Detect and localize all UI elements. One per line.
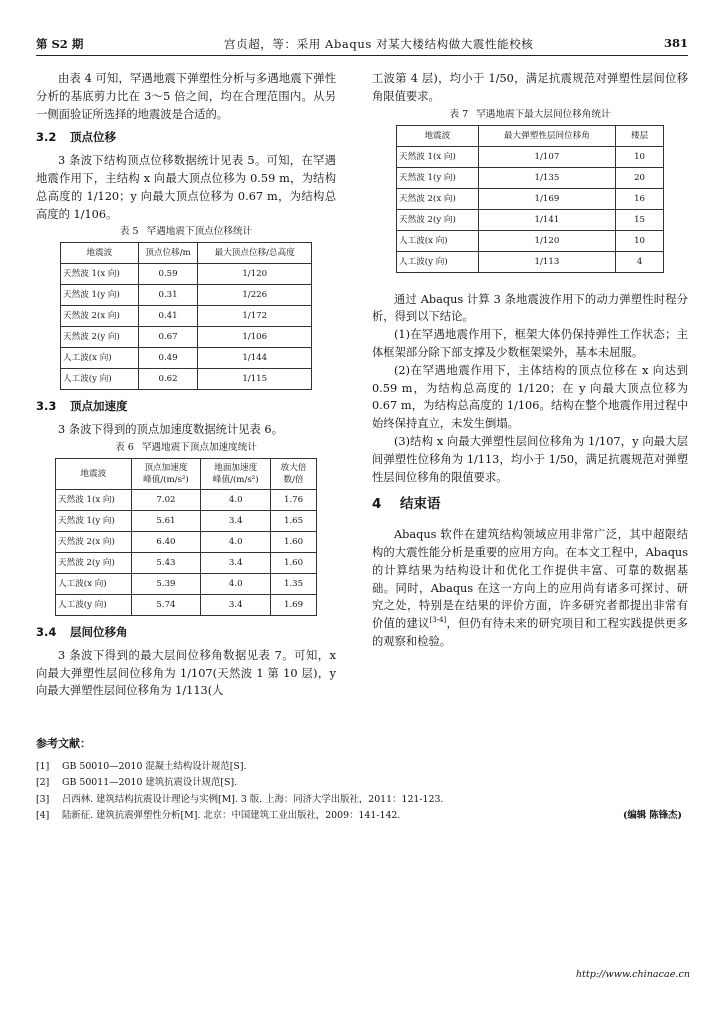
- paragraph: 3 条波下得到的顶点加速度数据统计见表 6。: [58, 423, 283, 437]
- table-cell: 1.69: [271, 594, 317, 615]
- reference-item: [36, 775, 688, 792]
- table-cell: 天然波 2(y 向): [56, 552, 132, 573]
- table-cell: 天然波 2(y 向): [61, 327, 139, 348]
- paragraph: 由表 4 可知，罕遇地震下弹塑性分析与多遇地震下弹性分析的基底剪力比在 3～5 倍之间，均在合理范围内。从另一侧面验证所选择的地震波是合适的。: [36, 72, 336, 121]
- page-header: [36, 34, 688, 54]
- table-cell: 天然波 2(x 向): [61, 306, 139, 327]
- table-cell: 10: [616, 230, 664, 251]
- table-row: [56, 573, 317, 594]
- table-cell: 天然波 1(y 向): [61, 285, 139, 306]
- paragraph: (3)结构 x 向最大弹塑性层间位移角为 1/107，y 向最大层间弹塑性位移角为 1/113，均小于 1/50，满足抗震规范对弹塑性层间位移角的限值要求。: [372, 434, 688, 484]
- table7: [396, 125, 664, 273]
- left-column: [36, 70, 336, 700]
- table-header-cell: 地震波: [56, 458, 132, 489]
- paragraph: 3 条波下结构顶点位移数据统计见表 5。可知，在罕遇地震作用下，主结构 x 向最大顶点位移为 0.59 m，为结构总高度的 1/120；y 向最大顶点位移为 0.67 m，为结构总高度的 1/106。: [36, 154, 336, 221]
- table-cell: 1/135: [478, 167, 615, 188]
- reference-number: [1]: [36, 760, 50, 772]
- table-cell: 4.0: [201, 531, 271, 552]
- table-header-cell: 楼层: [616, 125, 664, 146]
- citation: [3-4]: [429, 616, 447, 625]
- table-cell: 0.59: [138, 264, 198, 285]
- table-cell: 0.67: [138, 327, 198, 348]
- page-number: 381: [663, 36, 688, 50]
- reference-number: [4]: [36, 810, 50, 821]
- table-cell: 5.74: [131, 594, 201, 615]
- table-cell: 4: [616, 251, 664, 272]
- table-row: [397, 209, 664, 230]
- table-cell: 天然波 1(x 向): [61, 264, 139, 285]
- table-cell: 人工波(y 向): [61, 369, 139, 390]
- table-cell: 人工波(y 向): [397, 251, 479, 272]
- paragraph: 工波第 4 层)，均小于 1/50，满足抗震规范对弹塑性层间位移角限值要求。: [372, 72, 688, 103]
- table-cell: 1/169: [478, 188, 615, 209]
- table-cell: 1/106: [198, 327, 312, 348]
- table-cell: 15: [616, 209, 664, 230]
- paragraph: (2)在罕遇地震作用下，主体结构的顶点位移在 x 向达到 0.59 m，为结构总高度的 1/120；在 y 向最大顶点位移为 0.67 m，为结构总高度的 1/106。结构在整个地震作用过程中始终保持直立，未发生倒塌。: [372, 363, 688, 431]
- footer-url: http://www.chinacae.cn: [575, 969, 690, 980]
- reference-text: GB 50010—2010 混凝土结构设计规范[S].: [62, 760, 247, 772]
- table-row: [61, 285, 312, 306]
- table-cell: 天然波 2(y 向): [397, 209, 479, 230]
- table-cell: 1/120: [478, 230, 615, 251]
- table-cell: 1/115: [198, 369, 312, 390]
- issue-label: 第 S2 期: [36, 37, 84, 51]
- table-cell: 5.61: [131, 510, 201, 531]
- paragraph: Abaqus 软件在建筑结构领域应用非常广泛，其中超限结构的大震性能分析是重要的应用方向。在本文工程中，Abaqus 的计算结果为结构设计和优化工作提供丰富、可靠的数据基础。同时，Abaqus 在这一方向上的应用尚有诸多可探讨、研究之处，特别是在结果的评价方面，许多研究者都提出非常有价值的建议[3-4]，但仍有待未来的研究项目和工程实践提供更多的观察和检验。: [372, 528, 688, 648]
- table-cell: 1.76: [271, 489, 317, 510]
- table-row: [61, 327, 312, 348]
- table-header-cell: 最大顶点位移/总高度: [198, 243, 312, 264]
- table-cell: 1/141: [478, 209, 615, 230]
- reference-number: [3]: [36, 793, 50, 805]
- table-row: [397, 230, 664, 251]
- table5: [60, 242, 312, 390]
- table7-caption: 表 7 罕遇地震下最大层间位移角统计: [449, 108, 611, 120]
- table-cell: 10: [616, 146, 664, 167]
- table-cell: 5.39: [131, 573, 201, 594]
- table-row: [56, 489, 317, 510]
- table-header-cell: 最大弹塑性层间位移角: [478, 125, 615, 146]
- table-cell: 1/226: [198, 285, 312, 306]
- table-header-cell: 顶点位移/m: [138, 243, 198, 264]
- table-cell: 1/113: [478, 251, 615, 272]
- table-cell: 0.41: [138, 306, 198, 327]
- table-cell: 1/107: [478, 146, 615, 167]
- reference-item: [36, 792, 688, 809]
- reference-item: [36, 759, 688, 776]
- table-row: [397, 146, 664, 167]
- table-cell: 天然波 1(y 向): [56, 510, 132, 531]
- table6: [55, 458, 317, 616]
- paragraph: (1)在罕遇地震作用下，框架大体仍保持弹性工作状态；主体框架部分除下部支撑及少数框架梁外，基本未屈服。: [372, 328, 688, 359]
- table5-caption: 表 5 罕遇地震下顶点位移统计: [119, 226, 253, 238]
- table-header-cell: 放大倍 数/倍: [271, 458, 317, 489]
- table-row: [397, 167, 664, 188]
- table-cell: 1.35: [271, 573, 317, 594]
- reference-item: [36, 808, 688, 825]
- paragraph: 3 条波下得到的最大层间位移角数据见表 7。可知，x 向最大弹塑性层间位移角为 1/107(天然波 1 第 10 层)，y 向最大弹塑性层间位移角为 1/113(人: [36, 648, 336, 698]
- table-cell: 3.4: [201, 552, 271, 573]
- table-row: [56, 531, 317, 552]
- table-cell: 天然波 2(x 向): [397, 188, 479, 209]
- table6-caption: 表 6 罕遇地震下顶点加速度统计: [115, 441, 257, 453]
- table-cell: 人工波(x 向): [61, 348, 139, 369]
- table-cell: 天然波 1(y 向): [397, 167, 479, 188]
- table-cell: 1/172: [198, 306, 312, 327]
- references-title: 参考文献：: [36, 737, 91, 750]
- table-cell: 1.65: [271, 510, 317, 531]
- table-cell: 人工波(y 向): [56, 594, 132, 615]
- table-cell: 3.4: [201, 594, 271, 615]
- table-cell: 0.31: [138, 285, 198, 306]
- references: [36, 736, 688, 825]
- section-heading-3-3: 3.3 顶点加速度: [36, 399, 128, 414]
- reference-text: 吕西林. 建筑结构抗震设计理论与实例[M]. 3 版. 上海：同济大学出版社，2011：121-123.: [62, 793, 444, 805]
- header-rule: [36, 55, 688, 56]
- editor-note: (编辑 陈锋杰): [622, 810, 682, 821]
- right-column: [372, 70, 688, 651]
- table-cell: 1/144: [198, 348, 312, 369]
- table-row: [61, 369, 312, 390]
- table-cell: 16: [616, 188, 664, 209]
- table-row: [61, 306, 312, 327]
- table-cell: 6.40: [131, 531, 201, 552]
- reference-number: [2]: [36, 777, 50, 788]
- table-cell: 5.43: [131, 552, 201, 573]
- table-cell: 0.62: [138, 369, 198, 390]
- table-cell: 3.4: [201, 510, 271, 531]
- table-header-cell: 顶点加速度 峰值/(m/s²): [131, 458, 201, 489]
- table-cell: 天然波 2(x 向): [56, 531, 132, 552]
- table-cell: 人工波(x 向): [56, 573, 132, 594]
- section-heading-4: 4 结束语: [372, 496, 441, 513]
- table-header-cell: 地震波: [397, 125, 479, 146]
- table-cell: 4.0: [201, 573, 271, 594]
- table-cell: 7.02: [131, 489, 201, 510]
- table-cell: 0.49: [138, 348, 198, 369]
- reference-text: 陆新征. 建筑抗震弹塑性分析[M]. 北京：中国建筑工业出版社，2009：141-142.: [62, 810, 401, 821]
- table-cell: 天然波 1(x 向): [56, 489, 132, 510]
- table-cell: 1.60: [271, 531, 317, 552]
- table-cell: 4.0: [201, 489, 271, 510]
- section-heading-3-2: 3.2 顶点位移: [36, 130, 116, 145]
- table-row: [61, 264, 312, 285]
- table-row: [397, 251, 664, 272]
- section-heading-3-4: 3.4 层间位移角: [36, 624, 128, 639]
- table-cell: 人工波(x 向): [397, 230, 479, 251]
- table-row: [61, 348, 312, 369]
- table-cell: 20: [616, 167, 664, 188]
- paragraph: 通过 Abaqus 计算 3 条地震波作用下的动力弹塑性时程分析，得到以下结论。: [372, 292, 688, 324]
- table-row: [397, 188, 664, 209]
- reference-list: [36, 759, 688, 825]
- table-row: [56, 552, 317, 573]
- table-cell: 天然波 1(x 向): [397, 146, 479, 167]
- table-header-cell: 地震波: [61, 243, 139, 264]
- table-cell: 1.60: [271, 552, 317, 573]
- running-title: 宫贞超，等：采用 Abaqus 对某大楼结构做大震性能校核: [224, 37, 534, 51]
- reference-text: GB 50011—2010 建筑抗震设计规范[S].: [62, 777, 238, 788]
- table-cell: 1/120: [198, 264, 312, 285]
- table-row: [56, 510, 317, 531]
- table-header-cell: 地面加速度 峰值/(m/s²): [201, 458, 271, 489]
- table-row: [56, 594, 317, 615]
